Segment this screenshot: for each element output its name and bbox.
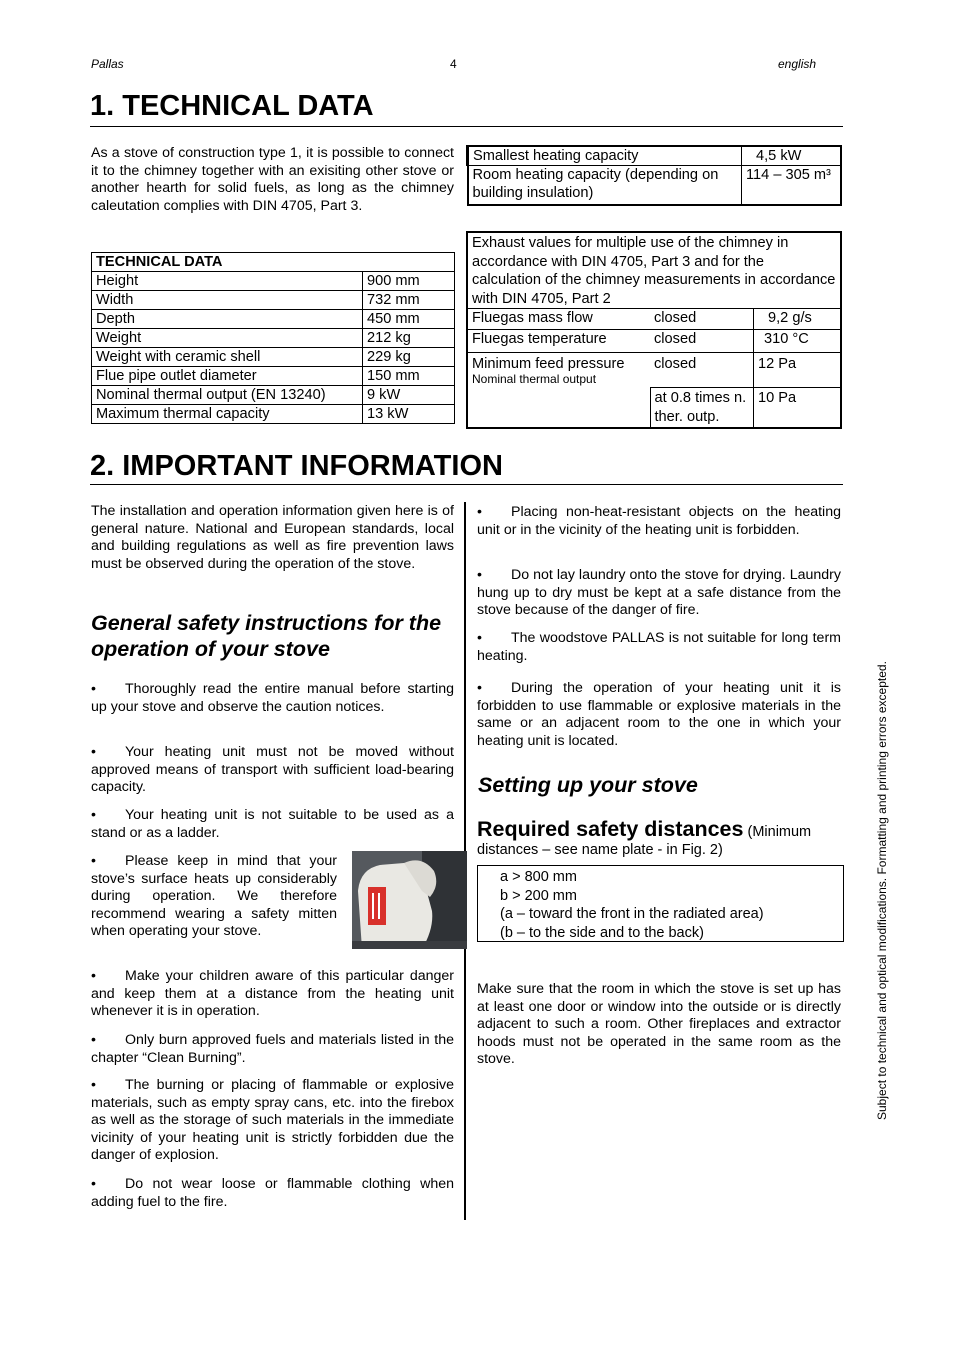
row-label: Height [92, 272, 363, 291]
distance-line: (b – to the side and to the back) [500, 924, 704, 941]
row-label: Width [92, 291, 363, 310]
section-rule [90, 484, 843, 485]
row-label: Smallest heating capacity [468, 146, 742, 166]
list-item: • Placing non-heat-resistant objects on the heating unit or in the vicinity of the heating unit is forbidden. [477, 504, 841, 538]
exhaust-heading: Exhaust values for multiple use of the chimney in accordance with DIN 4705, Part 3 and for the calculation of the chimney measurements in accordance with DIN 4705, Part 2 [467, 232, 841, 309]
row-value: 12 Pa [754, 353, 842, 388]
table-row [92, 405, 455, 424]
distances-title-block [477, 817, 847, 859]
row-label [467, 353, 650, 388]
header-left: Pallas [91, 57, 124, 71]
table-row [92, 329, 455, 348]
table-row [467, 309, 841, 330]
exhaust-table [466, 231, 842, 429]
row-condition: closed [650, 330, 754, 353]
row-label-empty [467, 387, 650, 428]
row-value: 10 Pa [754, 387, 842, 428]
row-value: 4,5 kW [742, 146, 842, 166]
section-title-technical-data: 1. TECHNICAL DATA [90, 90, 374, 122]
capacity-table [466, 145, 842, 206]
row-value: 310 °C [754, 330, 842, 353]
header-right: english [778, 57, 817, 71]
table-row [92, 348, 455, 367]
list-item: • Only burn approved fuels and materials listed in the chapter “Clean Burning”. [91, 1032, 454, 1066]
side-note: Subject to technical and optical modifications. Formatting and printing errors excepted. [875, 661, 889, 1120]
technical-data-heading: TECHNICAL DATA [92, 253, 455, 272]
row-label: Maximum thermal capacity [92, 405, 363, 424]
row-label: Fluegas mass flow [467, 309, 650, 330]
distances-box [477, 865, 844, 942]
row-value: 9 kW [363, 386, 455, 405]
technical-data-table [91, 252, 455, 424]
list-item: • Thoroughly read the entire manual before starting up your stove and observe the caution notices. [91, 681, 454, 715]
table-row [92, 291, 455, 310]
list-item: • Make your children aware of this particular danger and keep them at a distance from the heating unit whenever it is in operation. [91, 968, 454, 1019]
setup-heading: Setting up your stove [478, 773, 698, 797]
distances-note: (Minimum distances – see name plate - in Fig. 2) [477, 824, 812, 858]
distance-line: (a – toward the front in the radiated area) [500, 906, 764, 922]
table-row [468, 146, 842, 166]
distance-line: a > 800 mm [500, 869, 577, 885]
row-value: 150 mm [363, 367, 455, 386]
row-value: 229 kg [363, 348, 455, 367]
row-value: 212 kg [363, 329, 455, 348]
important-intro: The installation and operation information given here is of general nature. National and European standards, local and building regulations as well as fire prevention laws must be observed during the operation of the stove. [91, 503, 454, 572]
row-condition: closed [650, 353, 754, 388]
row-value: 9,2 g/s [754, 309, 842, 330]
table-row [92, 310, 455, 329]
list-item: • The burning or placing of flammable or explosive materials, such as empty spray cans, etc. into the firebox as well as the storage of such materials in the immediate vicinity of your heating unit is strictly forbidden due the danger of explosion. [91, 1077, 454, 1163]
table-row [92, 367, 455, 386]
table-row [468, 166, 842, 206]
section-title-important-information: 2. IMPORTANT INFORMATION [90, 450, 503, 482]
row-label: Flue pipe outlet diameter [92, 367, 363, 386]
list-item: • Please keep in mind that your stove’s surface heats up considerably during operation. We therefore recommend wearing a safety mitten when operating your stove. [91, 853, 337, 939]
row-condition: at 0.8 times n. ther. outp. [650, 387, 754, 428]
technical-intro: As a stove of construction type 1, it is possible to connect it to the chimney together with an exisiting other stove or another hearth for solid fuels, as long as the chimney caleutation complies with DIN 4705, Part 3. [91, 145, 454, 214]
safety-heading: General safety instructions for the operation of your stove [91, 611, 442, 661]
section-rule [90, 126, 843, 127]
row-value: 450 mm [363, 310, 455, 329]
table-row [92, 386, 455, 405]
room-note: Make sure that the room in which the stove is set up has at least one door or window into the outside or is directly adjacent to such a room. Other fireplaces and extractor hoods must not be operated in the same room as the stove. [477, 981, 841, 1067]
row-value: 900 mm [363, 272, 455, 291]
row-value: 114 – 305 m³ [742, 166, 842, 206]
table-row [467, 387, 841, 428]
row-label: Fluegas temperature [467, 330, 650, 353]
table-row [467, 353, 841, 388]
row-label: Nominal thermal output (EN 13240) [92, 386, 363, 405]
row-label: Weight with ceramic shell [92, 348, 363, 367]
row-value: 13 kW [363, 405, 455, 424]
row-label: Depth [92, 310, 363, 329]
list-item: • Your heating unit must not be moved without approved means of transport with sufficient load-bearing capacity. [91, 744, 454, 795]
row-sublabel: Nominal thermal output [472, 372, 597, 386]
row-label: Weight [92, 329, 363, 348]
row-label: Room heating capacity (depending on building insulation) [468, 166, 742, 206]
list-item: • During the operation of your heating unit it is forbidden to use flammable or explosive materials in the same or an adjacent room to the one in which your heating unit is located. [477, 680, 841, 749]
safety-mitten-photo [352, 851, 467, 949]
list-item: • Do not lay laundry onto the stove for drying. Laundry hung up to dry must be kept at a safe distance from the stove because of the danger of fire. [477, 567, 841, 618]
distances-heading: Required safety distances [477, 817, 744, 841]
distance-line: b > 200 mm [500, 887, 577, 904]
list-item: • Your heating unit is not suitable to be used as a stand or as a ladder. [91, 807, 454, 841]
mitten-icon [352, 851, 467, 949]
table-row [92, 272, 455, 291]
row-value: 732 mm [363, 291, 455, 310]
row-label-main: Minimum feed pressure [472, 356, 625, 372]
page-number: 4 [450, 57, 457, 71]
table-row [467, 330, 841, 353]
list-item: • Do not wear loose or flammable clothing when adding fuel to the fire. [91, 1176, 454, 1210]
list-item: • The woodstove PALLAS is not suitable for long term heating. [477, 630, 841, 664]
row-condition: closed [650, 309, 754, 330]
